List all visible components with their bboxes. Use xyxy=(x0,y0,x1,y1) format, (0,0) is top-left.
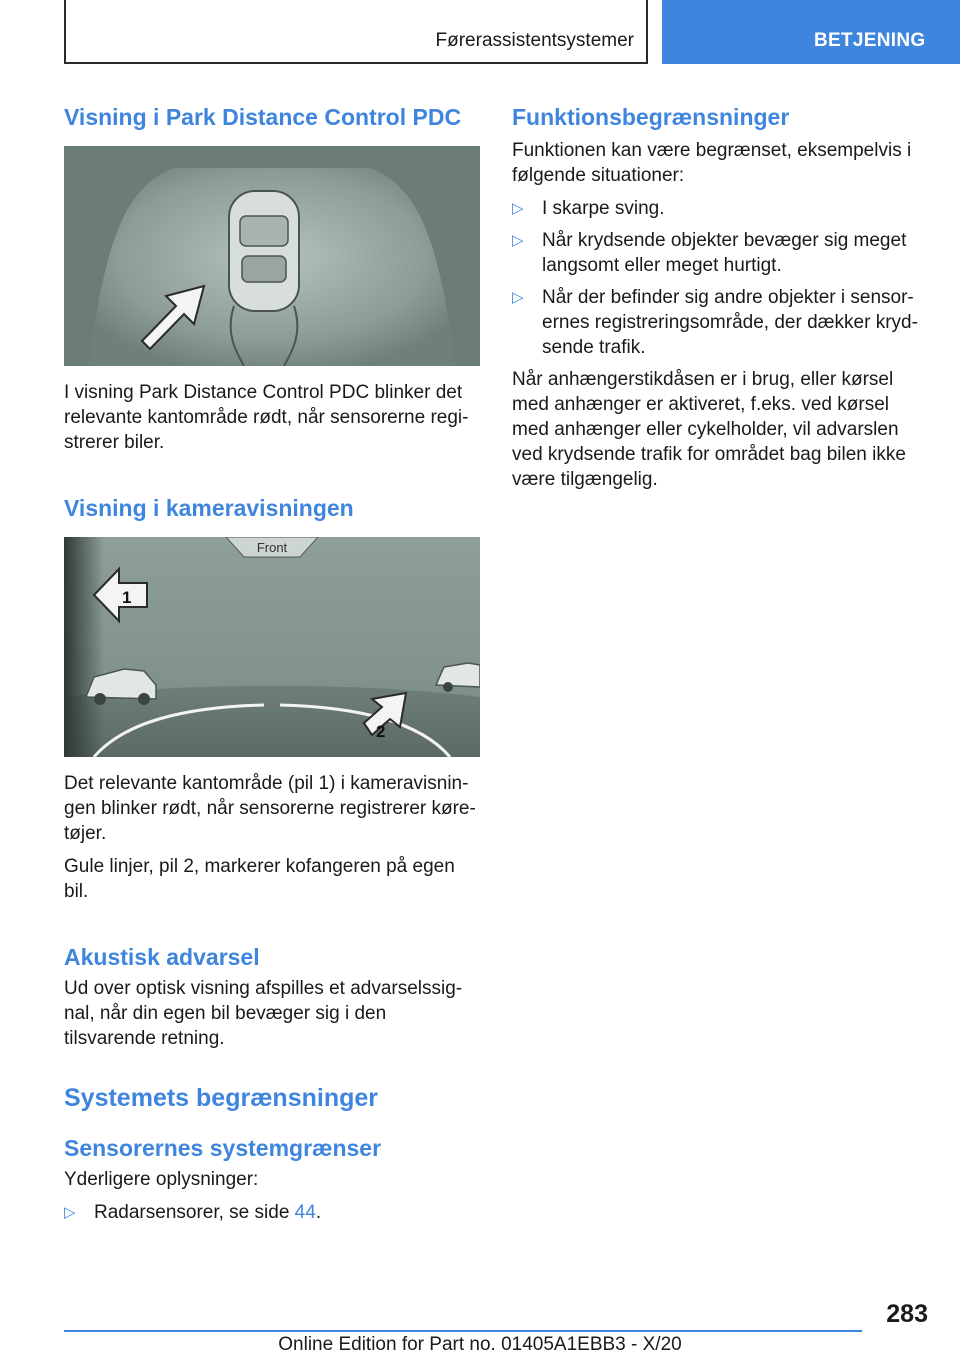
heading-pdc-view: Visning i Park Distance Control PDC xyxy=(64,104,462,130)
header-section-title: Førerassistentsystemer xyxy=(435,30,634,51)
list-item: ▷ I skarpe sving. xyxy=(512,198,665,219)
list-item: ▷ Når krydsende objekter bevæger sig meget langsomt eller meget hurtigt. xyxy=(512,230,907,276)
heading-system-limits: Systemets begrænsninger xyxy=(64,1084,378,1112)
paragraph-yellow-lines: Gule linjer, pil 2, markerer kofangeren på egen bil. xyxy=(64,856,455,902)
heading-camera-view: Visning i kameravisningen xyxy=(64,495,354,521)
list-sensor-refs xyxy=(64,1200,482,1225)
triangle-bullet-icon: ▷ xyxy=(512,232,524,249)
triangle-bullet-icon: ▷ xyxy=(512,289,524,306)
header-chapter-label: BETJENING xyxy=(814,30,926,51)
page-number: 283 xyxy=(886,1300,928,1328)
camera-illustration xyxy=(64,537,480,757)
paragraph-pdc-desc: I visning Park Distance Control PDC blinker det relevante kantområde rødt, når sensorerne regi-strerer biler. xyxy=(64,382,469,453)
triangle-bullet-icon: ▷ xyxy=(512,200,524,217)
heading-sensor-limits: Sensorernes systemgrænser xyxy=(64,1135,382,1161)
footer-divider xyxy=(64,1330,862,1332)
footer-edition: Online Edition for Part no. 01405A1EBB3 - X/20 xyxy=(278,1334,682,1355)
paragraph-trailer-note: Når anhængerstikdåsen er i brug, eller kørsel med anhænger er aktiveret, f.eks. ved kørsel med anhænger eller cykelholder, vil advarslen ved krydsende trafik for området bag bilen ikke være tilgængelig. xyxy=(512,369,906,490)
header-section-box xyxy=(64,0,648,64)
list-item: ▷ Radarsensorer, se side 44. xyxy=(64,1202,322,1223)
list-function-limits xyxy=(512,196,926,360)
page-link-44[interactable]: 44 xyxy=(294,1202,316,1223)
heading-acoustic-warning: Akustisk advarsel xyxy=(64,944,260,970)
paragraph-acoustic-desc: Ud over optisk visning afspilles et advarselssig-nal, når din egen bil bevæger sig i den tilsvarende retning. xyxy=(64,978,463,1049)
right-column xyxy=(512,100,926,492)
list-item: ▷ Når der befinder sig andre objekter i sensor-ernes registreringsområde, der dækker kryd-sende trafik. xyxy=(512,287,918,358)
paragraph-more-info: Yderligere oplysninger: xyxy=(64,1169,259,1190)
heading-function-limits: Funktionsbegrænsninger xyxy=(512,104,790,130)
front-label: Front xyxy=(256,540,288,555)
paragraph-camera-desc: Det relevante kantområde (pil 1) i kameravisnin-gen blinker rødt, når sensorerne registrerer køre-tøjer. xyxy=(64,773,476,844)
triangle-bullet-icon: ▷ xyxy=(64,1204,76,1221)
header-chapter-tab[interactable] xyxy=(662,0,960,64)
left-column xyxy=(64,100,482,1225)
callout-label-2: 2 xyxy=(376,722,386,741)
paragraph-function-intro: Funktionen kan være begrænset, eksempelvis i følgende situationer: xyxy=(512,140,912,186)
figure-pdc-view xyxy=(64,146,480,366)
figure-camera-view xyxy=(64,537,480,757)
pdc-illustration xyxy=(64,146,480,366)
callout-label-1: 1 xyxy=(122,588,132,607)
